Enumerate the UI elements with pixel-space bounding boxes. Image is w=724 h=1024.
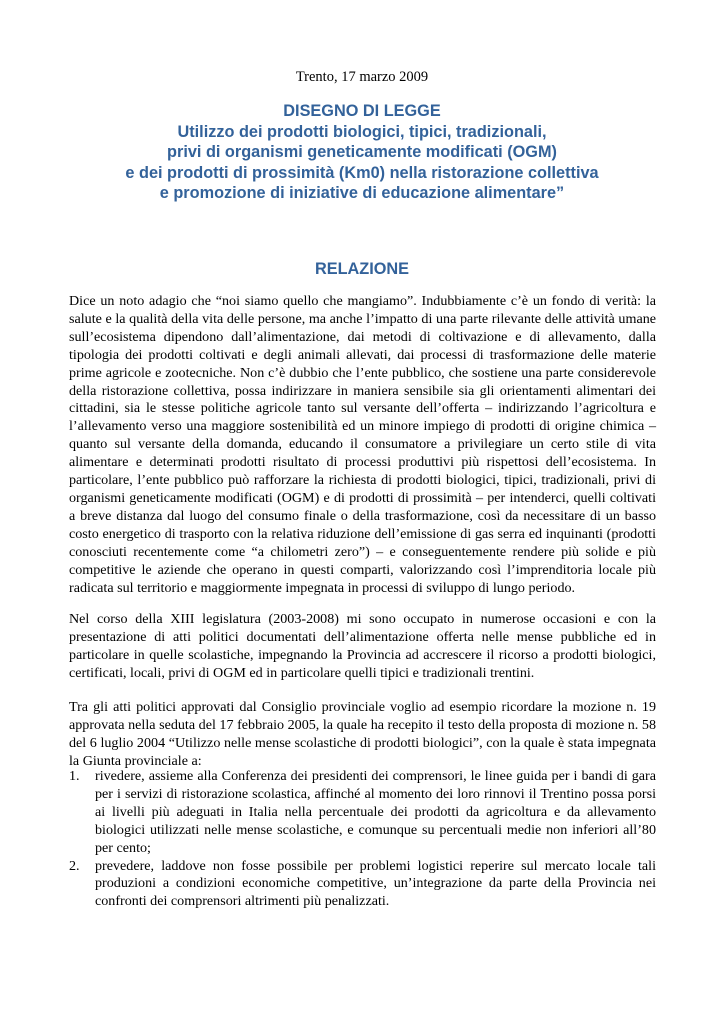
bill-title-line: privi di organismi geneticamente modificati (OGM) <box>167 143 557 161</box>
list-item-number: 2. <box>69 857 80 874</box>
body-paragraph: Tra gli atti politici approvati dal Consiglio provinciale voglio ad esempio ricordare la mozione n. 19 approvata nella seduta del 17 febbraio 2005, la quale ha recepito il testo della proposta di mozione n. 58 del 6 luglio 2004 “Utilizzo nelle mense scolastiche di prodotti biologici”, con la quale è stata impegnata la Giunta provinciale a: <box>69 699 656 769</box>
list-item <box>69 768 656 858</box>
list-item-text: rivedere, assieme alla Conferenza dei presidenti dei comprensori, le linee guida per i bandi di gara per i servizi di ristorazione scolastica, affinché al momento dei loro rinnovi il Trentino possa porsi ai livelli più adeguati in Italia nella percentuale dei prodotti da agricoltura e da allevamento biologici utilizzati nelle mense scolastiche, e comunque su percentuali medie non inferiori all’80 per cento; <box>95 768 656 856</box>
section-heading: RELAZIONE <box>314 260 410 278</box>
bill-title-line: e dei prodotti di prossimità (Km0) nella ristorazione collettiva <box>125 163 599 182</box>
list-item-number: 1. <box>69 768 80 784</box>
numbered-list <box>69 768 656 911</box>
list-item <box>69 858 656 912</box>
bill-title-line: DISEGNO DI LEGGE <box>283 102 441 120</box>
bill-title-line: Utilizzo dei prodotti biologici, tipici, tradizionali, <box>177 122 547 141</box>
body-paragraph: Dice un noto adagio che “noi siamo quello che mangiamo”. Indubbiamente c’è un fondo di verità: la salute e la qualità della vita delle persone, ma anche l’impatto di una parte rilevante delle attività umane sull’ecosistema dipendono dall’alimentazione, dai metodi di coltivazione e di allevamento, dalla tipologia dei prodotti coltivati e degli animali allevati, dai processi di trasformazione delle materie prime agricole e zootecniche. Non c’è dubbio che l’ente pubblico, che sostiene una parte considerevole della ristorazione collettiva, possa indirizzare in maniera sensibile sia gli orientamenti alimentari dei cittadini, sia le stesse politiche agricole tanto sul versante dell’offerta – indirizzando l’agricoltura e l’allevamento verso una maggiore sostenibilità ed un minore impiego di prodotti di origine chimica – quanto sul versante della domanda, educando il consumatore a privilegiare un certo stile di vita alimentare e determinati prodotti risultato di processi produttivi più rispettosi dell’ecosistema. In particolare, l’ente pubblico può rafforzare la richiesta di prodotti biologici, tipici, tradizionali, privi di organismi geneticamente modificati (OGM) e di prodotti di prossimità – per intenderci, quelli coltivati a breve distanza dal luogo del consumo finale o della trasformazione, così da necessitare di un basso costo energetico di trasporto con la relativa riduzione dell’emissione di gas serra ed inquinanti (prodotti conosciuti recentemente come “a chilometri zero”) – e conseguentemente rendere più solide e più competitive le aziende che operano in questi comparti, valorizzando così l’imprenditoria locale più radicata sul territorio e maggiormente impegnata in processi di sviluppo di lungo periodo. <box>69 293 656 596</box>
date-line: Trento, 17 marzo 2009 <box>295 69 429 85</box>
bill-title-line: e promozione di iniziative di educazione alimentare” <box>159 184 565 202</box>
body-paragraph: Nel corso della XIII legislatura (2003-2008) mi sono occupato in numerose occasioni e con la presentazione di atti politici documentati dell’alimentazione offerta nelle mense pubbliche ed in particolare in quelle scolastiche, impegnando la Provincia ad accrescere il ricorso a prodotti biologici, certificati, locali, privi di OGM ed in particolare quelli tipici e tradizionali trentini. <box>69 611 656 681</box>
list-item-text: prevedere, laddove non fosse possibile per problemi logistici reperire sul mercato locale tali produzioni a condizioni economiche competitive, un’integrazione da parte della Provincia nei confronti dei comprensori altrimenti più penalizzati. <box>95 857 656 910</box>
bill-title <box>60 101 664 204</box>
